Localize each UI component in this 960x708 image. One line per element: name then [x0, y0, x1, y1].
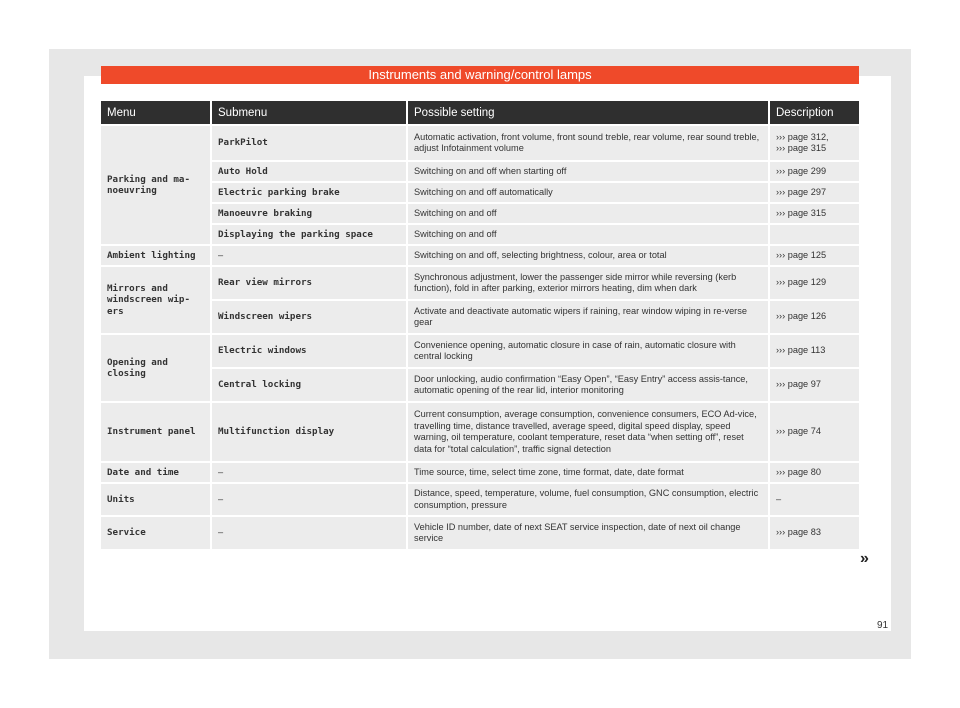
column-header-setting: Possible setting — [407, 101, 769, 125]
table-row — [101, 483, 859, 516]
page-reference: ››› page 315 — [769, 203, 859, 224]
column-header-menu: Menu — [101, 101, 211, 125]
submenu-cell: Displaying the parking space — [211, 224, 407, 245]
submenu-cell: – — [211, 516, 407, 549]
submenu-cell: Multifunction display — [211, 402, 407, 462]
submenu-cell: Windscreen wipers — [211, 300, 407, 334]
submenu-cell: Central locking — [211, 368, 407, 402]
menu-cell: Mirrors and windscreen wip- ers — [101, 266, 211, 334]
setting-cell: Distance, speed, temperature, volume, fuel consumption, GNC consumption, electric consumption, pressure — [407, 483, 769, 516]
page-reference: ››› page 299 — [769, 161, 859, 182]
settings-table — [101, 101, 859, 549]
setting-cell: Synchronous adjustment, lower the passenger side mirror while reversing (kerb function), fold in after parking, exterior mirrors heating, dim when dark — [407, 266, 769, 300]
table-row — [101, 224, 859, 245]
menu-cell: Opening and closing — [101, 334, 211, 402]
setting-cell: Vehicle ID number, date of next SEAT service inspection, date of next oil change service — [407, 516, 769, 549]
table-row — [101, 334, 859, 368]
setting-cell: Switching on and off — [407, 203, 769, 224]
setting-cell: Switching on and off — [407, 224, 769, 245]
menu-cell: Instrument panel — [101, 402, 211, 462]
page-reference — [769, 224, 859, 245]
table-row — [101, 266, 859, 300]
page-number: 91 — [877, 620, 889, 631]
setting-cell: Current consumption, average consumption, convenience consumers, ECO Ad-vice, travelling time, distance travelled, average speed, digital speed display, speed warning, oil temperature, coolant temperature, reset data “when setting off”, reset data for “total calculation”, traffic signal detection — [407, 402, 769, 462]
menu-cell: Ambient lighting — [101, 245, 211, 266]
setting-cell: Door unlocking, audio confirmation “Easy Open”, “Easy Entry” access assis-tance, automatic opening of the rear lid, interior monitoring — [407, 368, 769, 402]
menu-cell: Units — [101, 483, 211, 516]
menu-cell: Parking and ma- noeuvring — [101, 125, 211, 245]
setting-cell: Automatic activation, front volume, front sound treble, rear volume, rear sound treble, adjust Infotainment volume — [407, 125, 769, 161]
setting-cell: Time source, time, select time zone, time format, date, date format — [407, 462, 769, 483]
table-row — [101, 203, 859, 224]
setting-cell: Switching on and off automatically — [407, 182, 769, 203]
table-row — [101, 462, 859, 483]
submenu-cell: Electric parking brake — [211, 182, 407, 203]
page-reference: ››› page 113 — [769, 334, 859, 368]
table-row — [101, 368, 859, 402]
setting-cell: Activate and deactivate automatic wipers if raining, rear window wiping in re-verse gear — [407, 300, 769, 334]
menu-cell: Service — [101, 516, 211, 549]
submenu-cell: Rear view mirrors — [211, 266, 407, 300]
table-row — [101, 161, 859, 182]
page-reference: ››› page 129 — [769, 266, 859, 300]
submenu-cell: – — [211, 483, 407, 516]
table-row — [101, 516, 859, 549]
table-row — [101, 125, 859, 161]
setting-cell: Switching on and off, selecting brightness, colour, area or total — [407, 245, 769, 266]
menu-cell: Date and time — [101, 462, 211, 483]
table-header-row — [101, 101, 859, 125]
table-row — [101, 402, 859, 462]
page-reference: ››› page 74 — [769, 402, 859, 462]
column-header-submenu: Submenu — [211, 101, 407, 125]
section-banner: Instruments and warning/control lamps — [101, 66, 859, 84]
submenu-cell: Electric windows — [211, 334, 407, 368]
page-reference: ››› page 97 — [769, 368, 859, 402]
page-reference: ››› page 125 — [769, 245, 859, 266]
submenu-cell: Manoeuvre braking — [211, 203, 407, 224]
submenu-cell: ParkPilot — [211, 125, 407, 161]
table-row — [101, 245, 859, 266]
page-reference: ››› page 312, ››› page 315 — [769, 125, 859, 161]
submenu-cell: – — [211, 462, 407, 483]
page-reference: ››› page 83 — [769, 516, 859, 549]
column-header-description: Description — [769, 101, 859, 125]
table-row — [101, 300, 859, 334]
page-reference: ››› page 126 — [769, 300, 859, 334]
page-reference: ››› page 80 — [769, 462, 859, 483]
setting-cell: Convenience opening, automatic closure in case of rain, automatic closure with central locking — [407, 334, 769, 368]
table-row — [101, 182, 859, 203]
page-reference: – — [769, 483, 859, 516]
continued-marker: » — [860, 550, 869, 567]
submenu-cell: Auto Hold — [211, 161, 407, 182]
page-reference: ››› page 297 — [769, 182, 859, 203]
setting-cell: Switching on and off when starting off — [407, 161, 769, 182]
submenu-cell: – — [211, 245, 407, 266]
